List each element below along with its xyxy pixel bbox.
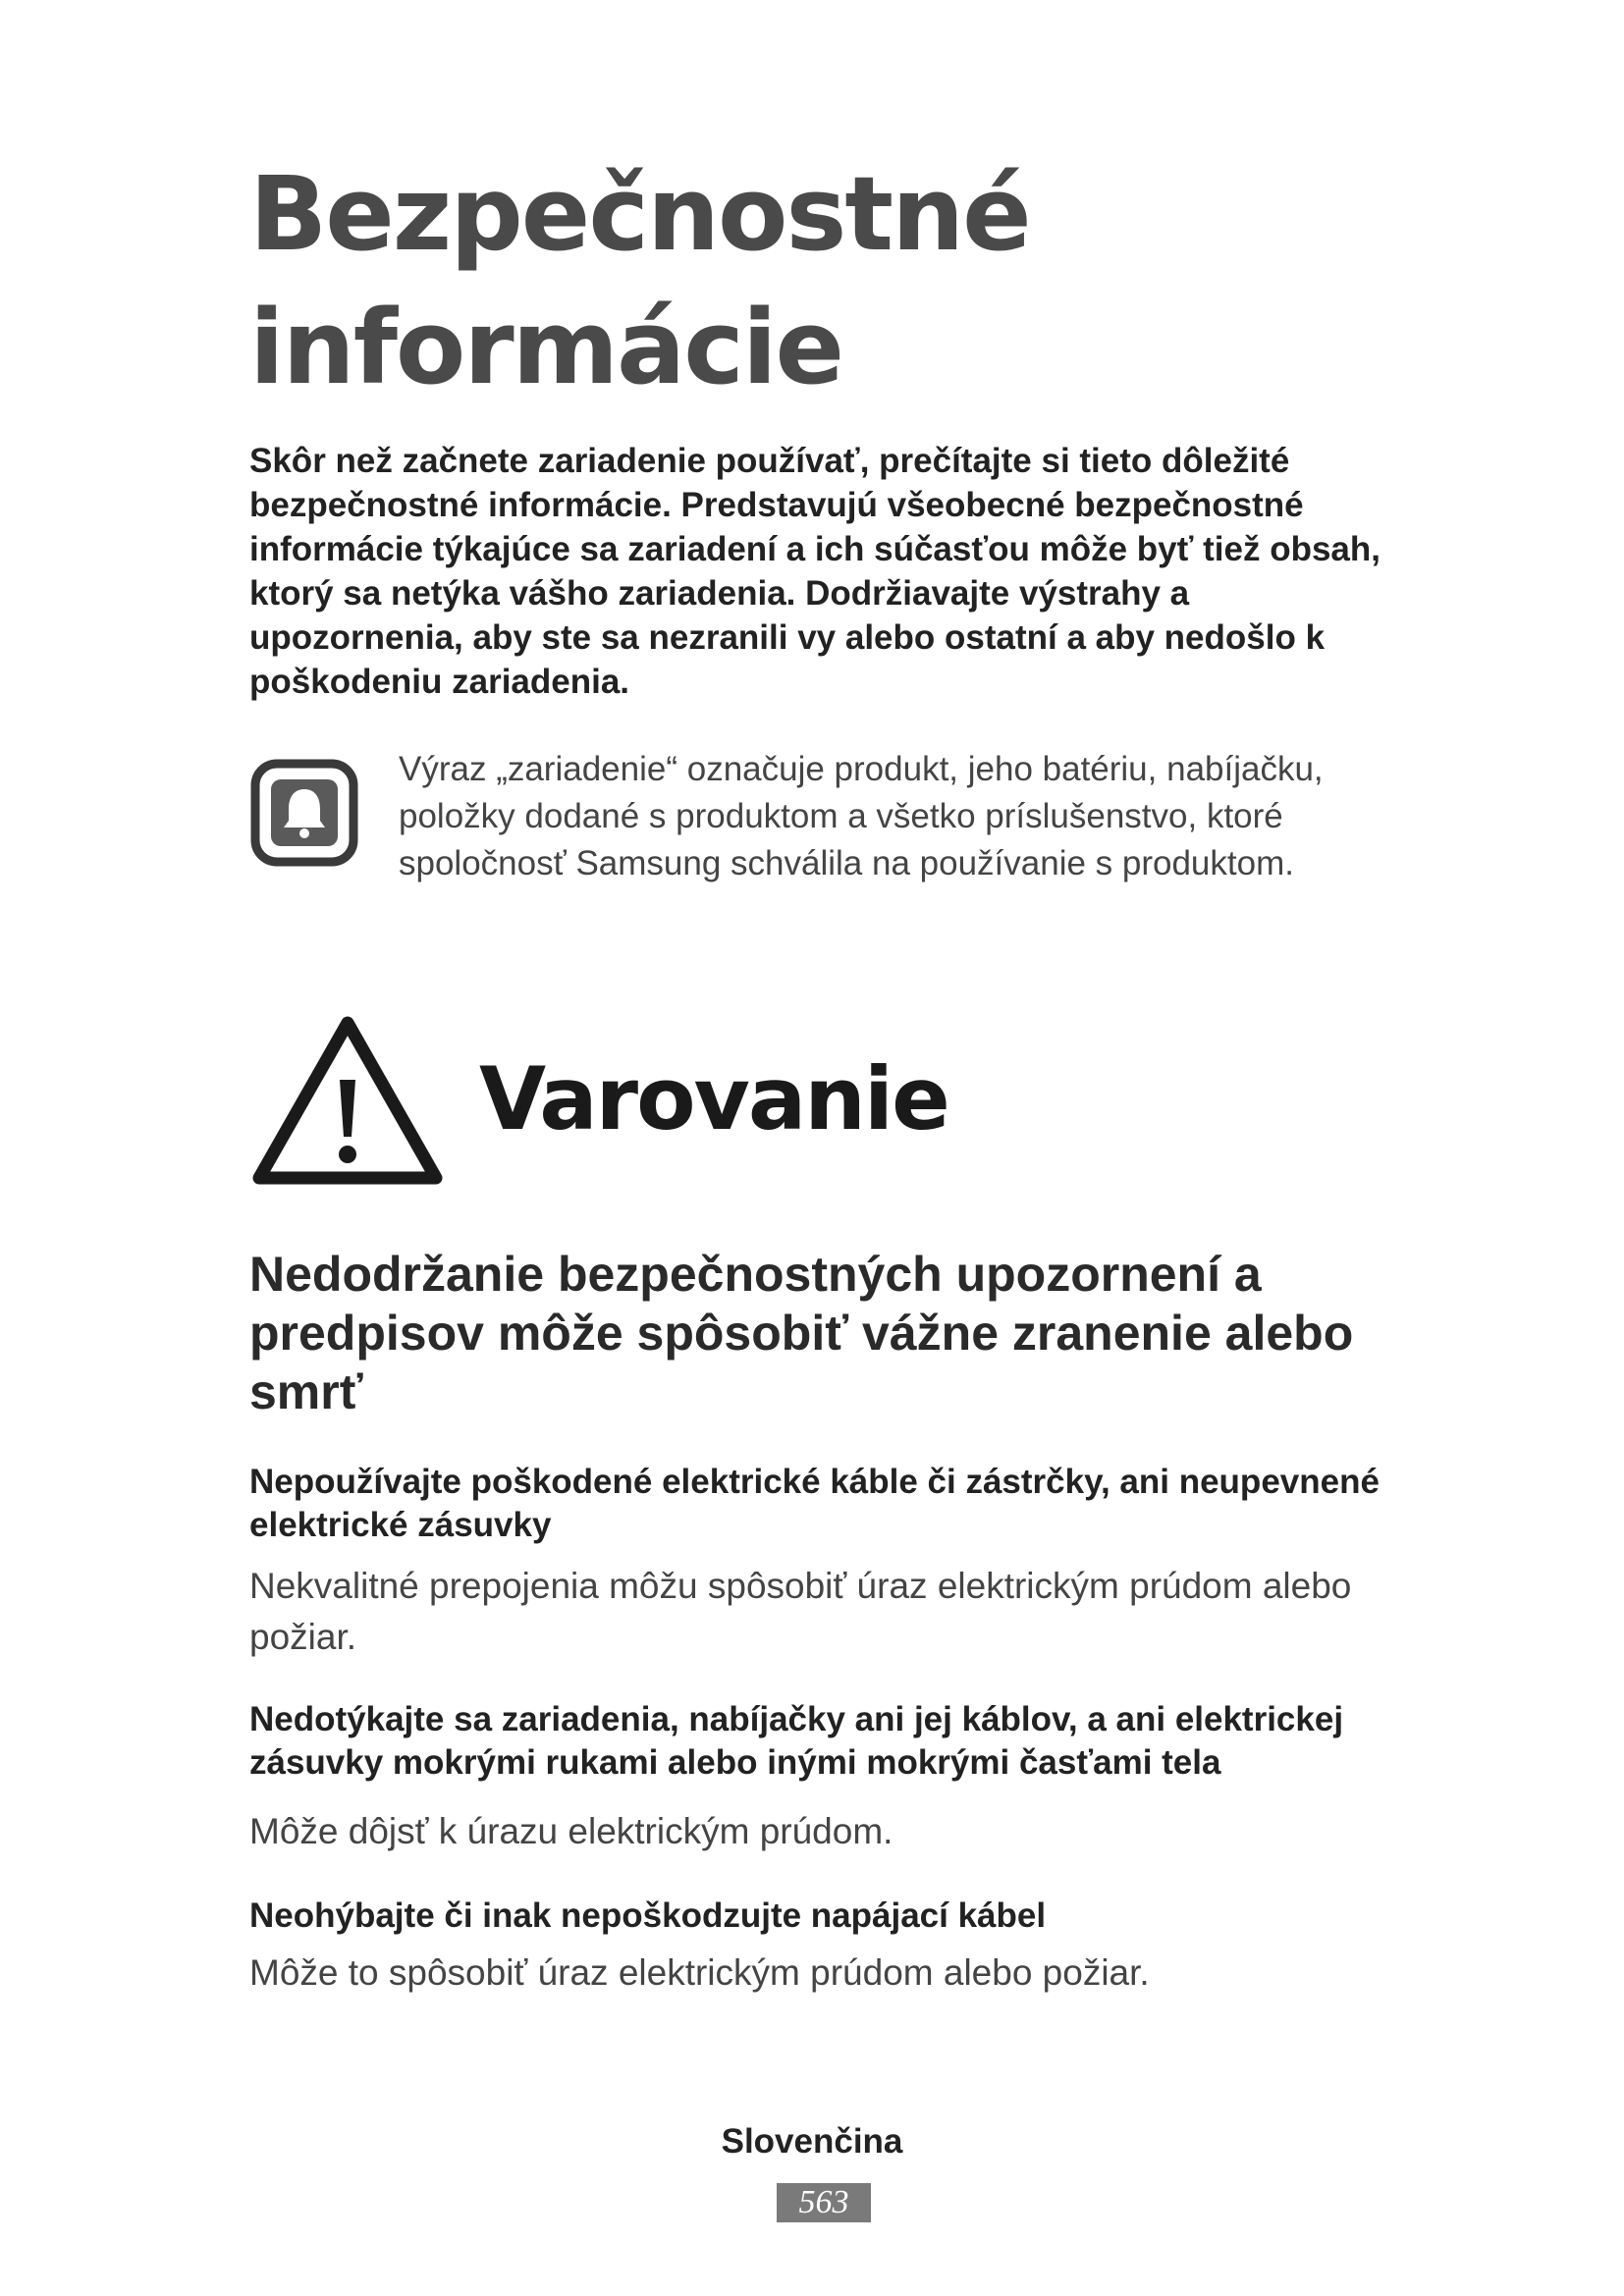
warning-triangle-icon xyxy=(249,1011,446,1188)
item-body: Nekvalitné prepojenia môžu spôsobiť úraz elektrickým prúdom alebo požiar. xyxy=(249,1566,1352,1657)
notice-bell-icon xyxy=(249,758,359,868)
item-title: Nepoužívajte poškodené elektrické káble či zástrčky, ani neupevnené elektrické zásuvky xyxy=(249,1463,1380,1544)
footer-language: Slovenčina xyxy=(721,2122,903,2161)
item-title: Neohýbajte či inak nepoškodzujte napájací kábel xyxy=(249,1896,1047,1935)
page-title: Bezpečnostné informácie xyxy=(249,154,1030,407)
note-text: Výraz „zariadenie“ označuje produkt, jeho batériu, nabíjačku, položky dodané s produktom a všetko príslušenstvo, ktoré spoločnosť Samsung schválila na používanie s produktom. xyxy=(399,750,1324,882)
warning-heading: Varovanie xyxy=(479,1048,948,1149)
item-body: Môže to spôsobiť úraz elektrickým prúdom alebo požiar. xyxy=(249,1952,1150,1993)
item-title: Nedotýkajte sa zariadenia, nabíjačky ani jej káblov, a ani elektrickej zásuvky mokrými rukami alebo inými mokrými časťami tela xyxy=(249,1700,1344,1782)
page-number: 563 xyxy=(777,2183,871,2222)
item-body: Môže dôjsť k úrazu elektrickým prúdom. xyxy=(249,1811,893,1851)
section-heading: Nedodržanie bezpečnostných upozornení a predpisov môže spôsobiť vážne zranenie alebo smrť xyxy=(249,1247,1354,1419)
intro-paragraph: Skôr než začnete zariadenie používať, prečítajte si tieto dôležité bezpečnostné informácie. Predstavujú všeobecné bezpečnostné informácie týkajúce sa zariadení a ich súčasťou môže byť tiež obsah, ktorý sa netýka vášho zariadenia. Dodržiavajte výstrahy a upozornenia, aby ste sa nezranili vy alebo ostatní a aby nedošlo k poškodeniu zariadenia. xyxy=(249,442,1380,701)
